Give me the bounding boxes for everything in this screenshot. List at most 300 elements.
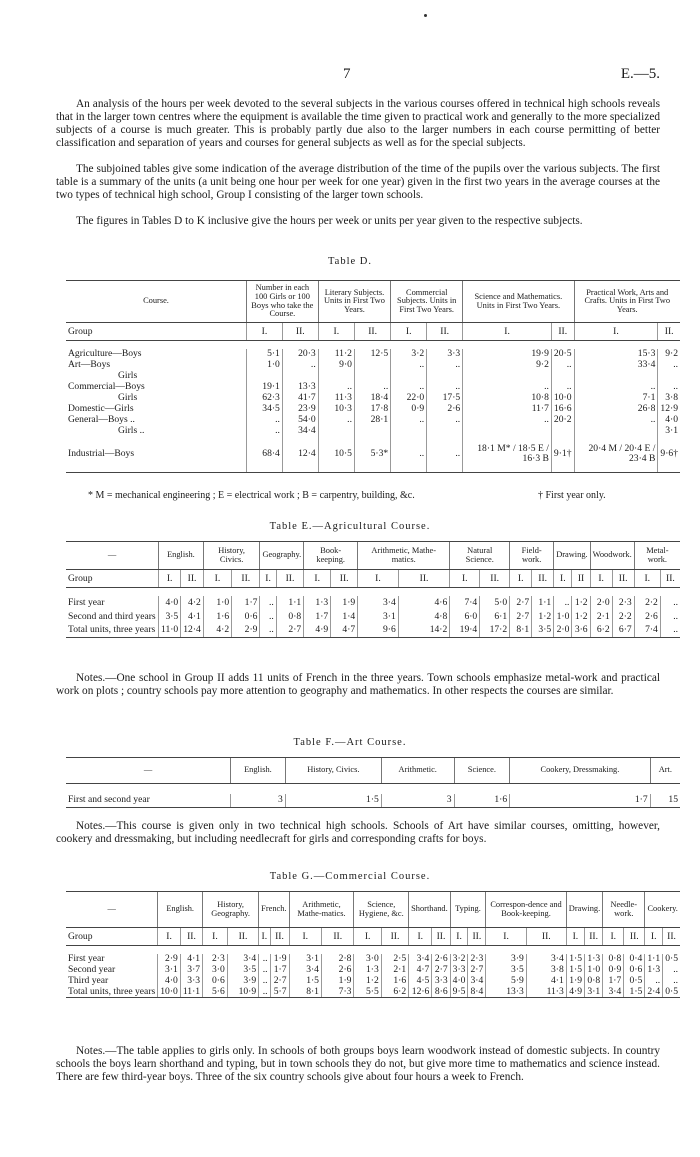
table-g-header: History, Geography. — [203, 892, 259, 928]
table-row — [66, 987, 680, 998]
table-cell: 10·0 — [551, 393, 574, 404]
table-cell: .. — [658, 360, 680, 371]
table-cell: .. — [660, 624, 680, 638]
table-cell: 19·9 — [463, 349, 552, 360]
group-column-label: I. — [289, 928, 321, 946]
table-e-group-row — [66, 570, 680, 588]
table-cell: 0·6 — [624, 965, 645, 976]
table-cell: 34·4 — [282, 426, 318, 437]
table-cell: 2·7 — [432, 965, 450, 976]
table-cell: 14·2 — [398, 624, 450, 638]
table-f-header: — — [66, 758, 231, 784]
table-cell: 1·9 — [331, 596, 358, 610]
table-cell: 4·9 — [304, 624, 331, 638]
group-column-label: I. — [358, 570, 399, 588]
table-cell: .. — [318, 382, 354, 393]
table-cell: 2·4 — [645, 987, 663, 998]
table-cell: 2·7 — [468, 965, 486, 976]
row-label: Commercial—Boys — [68, 381, 145, 392]
row-label: Art—Boys — [68, 359, 111, 370]
table-cell: 4·2 — [181, 596, 204, 610]
table-cell: 2·6 — [321, 965, 353, 976]
table-cell: 3·4 — [289, 965, 321, 976]
table-cell: .. — [259, 965, 270, 976]
table-cell: 19·1 — [247, 382, 283, 393]
table-cell: 1·7 — [232, 596, 260, 610]
table-cell: .. — [391, 360, 427, 371]
table-cell: .. — [260, 624, 276, 638]
group-column-label: II. — [663, 928, 680, 946]
table-cell: 20·4 M / 20·4 E / 23·4 B — [574, 437, 658, 473]
group-column-label: I. — [486, 928, 527, 946]
table-e-notes: Notes.—One school in Group II adds 11 units of French in the three years. Town schools emphasize metal-work and practical work on plots ; country schools pay more attention to geography and mathematics. In other respects the courses are similar. — [56, 672, 660, 697]
row-label: Girls — [118, 370, 138, 381]
table-cell: 4·7 — [409, 965, 432, 976]
table-cell: 23·9 — [282, 404, 318, 415]
row-label: Girls .. — [118, 425, 145, 436]
table-cell: 20·5 — [551, 349, 574, 360]
table-cell — [427, 426, 463, 437]
table-cell — [427, 371, 463, 382]
table-d-footnote: * M = mechanical engineering ; E = electrical work ; B = carpentry, building, &c. — [88, 490, 415, 501]
table-cell: 9·0 — [318, 360, 354, 371]
table-cell: 3·0 — [354, 954, 381, 965]
table-cell: 2·0 — [554, 624, 572, 638]
table-cell: 4·0 — [158, 976, 181, 987]
table-cell: .. — [427, 382, 463, 393]
table-cell: 1·3 — [585, 954, 603, 965]
table-cell: 54·0 — [282, 415, 318, 426]
group-column-label: II. — [381, 928, 408, 946]
table-cell: 1·0 — [203, 596, 231, 610]
table-cell: 18·1 M* / 18·5 E / 16·3 B — [463, 437, 552, 473]
table-cell: 3 — [381, 794, 454, 808]
group-column-label: II. — [612, 570, 634, 588]
table-g-header: Shorthand. — [409, 892, 451, 928]
group-column-label: I. — [634, 570, 660, 588]
table-cell: 3·6 — [572, 624, 590, 638]
table-cell: 2·7 — [276, 624, 303, 638]
table-cell: 1·7 — [304, 610, 331, 624]
table-cell: 1·5 — [285, 794, 381, 808]
table-cell: 33·4 — [574, 360, 658, 371]
table-e-title: Table E.—Agricultural Course. — [269, 521, 431, 532]
group-column-label: I. — [260, 570, 276, 588]
table-cell: 0·8 — [585, 976, 603, 987]
table-cell: 10·8 — [463, 393, 552, 404]
table-cell: 62·3 — [247, 393, 283, 404]
table-cell: 9·1† — [551, 437, 574, 473]
table-e-header: Field-work. — [510, 542, 554, 570]
row-label: First year — [68, 596, 105, 608]
table-cell: 11·0 — [159, 624, 181, 638]
table-cell: .. — [658, 382, 680, 393]
table-cell: 34·5 — [247, 404, 283, 415]
table-cell: 1·6 — [381, 976, 408, 987]
table-d-header: Number in each 100 Girls or 100 Boys who take the Course. — [247, 281, 319, 323]
table-cell: 0·5 — [624, 976, 645, 987]
table-cell — [551, 371, 574, 382]
table-cell: 3·1 — [585, 987, 603, 998]
table-f-notes: Notes.—This course is given only in two technical high schools. Schools of Art have similar courses, omitting, however, cookery and dressmaking, but including needlecraft for girls and corresponding crafts for boys. — [56, 820, 660, 845]
table-row — [66, 794, 680, 808]
group-column-label: II. — [276, 570, 303, 588]
table-cell: 8·1 — [510, 624, 532, 638]
table-cell: 3·2 — [391, 349, 427, 360]
group-column-label: I. — [450, 570, 480, 588]
table-g-header: English. — [158, 892, 203, 928]
table-f-header: Arithmetic. — [381, 758, 454, 784]
table-cell: 1·0 — [585, 965, 603, 976]
table-cell: 4·0 — [159, 596, 181, 610]
table-cell: 9·6 — [358, 624, 399, 638]
table-cell: .. — [282, 360, 318, 371]
group-column-label: II. — [180, 928, 202, 946]
table-cell: 12·4 — [181, 624, 204, 638]
table-cell: .. — [391, 382, 427, 393]
table-cell: 4·0 — [450, 976, 468, 987]
table-cell: 3·3 — [450, 965, 468, 976]
table-cell: 3·5 — [532, 624, 554, 638]
table-cell: 6·2 — [381, 987, 408, 998]
group-column-label: I. — [158, 928, 181, 946]
table-cell — [391, 426, 427, 437]
group-column-label: II. — [398, 570, 450, 588]
table-cell: 10·5 — [318, 437, 354, 473]
group-column-label: I. — [590, 570, 612, 588]
group-column-label: II. — [270, 928, 289, 946]
group-column-label: II. — [660, 570, 680, 588]
table-d-header: Practical Work, Arts and Crafts. Units in First Two Years. — [574, 281, 680, 323]
table-cell: 2·9 — [158, 954, 181, 965]
group-column-label: II. — [427, 323, 463, 341]
table-cell: 3·3 — [432, 976, 450, 987]
table-cell: 15·3 — [574, 349, 658, 360]
table-cell: 3·1 — [158, 965, 181, 976]
table-cell: 2·2 — [612, 610, 634, 624]
table-f-header: Art. — [650, 758, 680, 784]
row-label: Domestic—Girls — [68, 403, 134, 414]
group-label: Group — [66, 323, 247, 341]
intro-paragraph-2: The subjoined tables give some indication of the average distribution of the time of the pupils over the various subjects. The first table is a summary of the units (a unit being one hour per week for one year) given in the first two years in the average courses at the two types of technical high school, Group I consisting of the larger town schools. — [56, 163, 660, 201]
table-cell: 10·9 — [227, 987, 258, 998]
group-column-label: I. — [203, 928, 228, 946]
group-column-label: I. — [247, 323, 283, 341]
table-row — [66, 349, 680, 360]
table-cell: 2·3 — [612, 596, 634, 610]
group-column-label: I. — [554, 570, 572, 588]
table-cell: 0·4 — [624, 954, 645, 965]
table-cell: 4·6 — [398, 596, 450, 610]
table-cell: .. — [427, 437, 463, 473]
group-column-label: II. — [354, 323, 390, 341]
table-row — [66, 360, 680, 371]
table-cell: 3·4 — [526, 954, 566, 965]
table-cell: 3·8 — [658, 393, 680, 404]
table-cell: 3·9 — [227, 976, 258, 987]
table-cell: 22·0 — [391, 393, 427, 404]
table-e-header: Woodwork. — [590, 542, 634, 570]
table-cell: 2·7 — [510, 596, 532, 610]
group-column-label: I. — [203, 570, 231, 588]
table-f — [66, 757, 680, 808]
group-column-label: I. — [645, 928, 663, 946]
table-cell — [463, 426, 552, 437]
table-cell: .. — [259, 954, 270, 965]
table-cell: 1·3 — [354, 965, 381, 976]
table-cell: 1·0 — [554, 610, 572, 624]
row-label: Total units, three years — [66, 987, 158, 998]
table-cell: 1·5 — [566, 965, 584, 976]
table-cell: 1·9 — [270, 954, 289, 965]
table-d — [66, 280, 680, 473]
table-cell: 1·1 — [276, 596, 303, 610]
table-cell: .. — [463, 415, 552, 426]
group-column-label: I. — [566, 928, 584, 946]
group-column-label: I. — [450, 928, 468, 946]
table-cell: 17·2 — [480, 624, 510, 638]
table-cell: 1·7 — [510, 794, 651, 808]
table-g-header: Correspon-dence and Book-keeping. — [486, 892, 567, 928]
row-label: Agriculture—Boys — [68, 348, 142, 359]
table-cell: 5·1 — [247, 349, 283, 360]
table-cell: .. — [551, 382, 574, 393]
table-cell: .. — [463, 382, 552, 393]
table-f-header: Cookery, Dressmaking. — [510, 758, 651, 784]
group-column-label: II. — [232, 570, 260, 588]
table-g — [66, 891, 680, 998]
row-label: General—Boys .. — [68, 414, 135, 425]
table-g-header: Needle-work. — [603, 892, 645, 928]
table-cell: 3·4 — [603, 987, 624, 998]
table-cell: 0·6 — [203, 976, 228, 987]
table-cell: 9·2 — [658, 349, 680, 360]
table-cell: 3·1 — [658, 426, 680, 437]
table-d-header: Course. — [66, 281, 247, 323]
table-cell: 2·0 — [590, 596, 612, 610]
table-cell: 7·1 — [574, 393, 658, 404]
table-cell: 3·1 — [289, 954, 321, 965]
table-cell: .. — [554, 596, 572, 610]
table-cell: 3·4 — [468, 976, 486, 987]
table-cell — [463, 371, 552, 382]
page-number: 7 — [343, 66, 351, 82]
table-cell: 1·9 — [321, 976, 353, 987]
table-row — [66, 382, 680, 393]
group-column-label: I. — [391, 323, 427, 341]
table-cell: 0·9 — [603, 965, 624, 976]
table-cell: 3·8 — [526, 965, 566, 976]
table-cell: 1·5 — [624, 987, 645, 998]
table-row — [66, 976, 680, 987]
table-cell: 9·6† — [658, 437, 680, 473]
table-cell: .. — [391, 415, 427, 426]
group-column-label: I. — [304, 570, 331, 588]
group-column-label: I. — [574, 323, 658, 341]
table-f-header: Science. — [454, 758, 510, 784]
table-e-header: Natural Science. — [450, 542, 510, 570]
group-column-label: II. — [432, 928, 450, 946]
table-cell: 9·5 — [450, 987, 468, 998]
table-cell: 8·4 — [468, 987, 486, 998]
table-cell: 2·1 — [381, 965, 408, 976]
table-d-header: Commercial Subjects. Units in First Two Years. — [391, 281, 463, 323]
table-cell: 3·5 — [227, 965, 258, 976]
table-d-footnote-dagger: † First year only. — [538, 490, 606, 501]
table-cell: 0·8 — [603, 954, 624, 965]
group-column-label: II. — [624, 928, 645, 946]
group-column-label: II. — [331, 570, 358, 588]
table-cell — [354, 360, 390, 371]
table-cell — [354, 426, 390, 437]
spacer-row — [66, 784, 680, 794]
table-cell: 8·1 — [289, 987, 321, 998]
table-cell: 1·9 — [566, 976, 584, 987]
table-cell — [354, 371, 390, 382]
group-column-label: II. — [480, 570, 510, 588]
table-f-header: History, Civics. — [285, 758, 381, 784]
table-cell — [574, 426, 658, 437]
group-column-label: II. — [658, 323, 680, 341]
group-column-label: II. — [526, 928, 566, 946]
table-cell — [658, 371, 680, 382]
table-e-header: — — [66, 542, 159, 570]
table-row — [66, 415, 680, 426]
table-cell: 1·5 — [289, 976, 321, 987]
table-g-title: Table G.—Commercial Course. — [269, 871, 431, 882]
table-cell: .. — [260, 610, 276, 624]
table-cell: .. — [247, 415, 283, 426]
table-cell — [551, 426, 574, 437]
table-cell: 4·0 — [658, 415, 680, 426]
table-cell: 3·2 — [450, 954, 468, 965]
table-row — [66, 596, 680, 610]
table-row — [66, 965, 680, 976]
table-cell: 9·2 — [463, 360, 552, 371]
group-column-label: II. — [282, 323, 318, 341]
table-cell: 10·3 — [318, 404, 354, 415]
table-cell: 11·3 — [318, 393, 354, 404]
table-cell: 3·5 — [159, 610, 181, 624]
group-column-label: I. — [159, 570, 181, 588]
table-d-group-row — [66, 323, 680, 341]
table-cell: 13·3 — [282, 382, 318, 393]
table-cell: 2·2 — [634, 596, 660, 610]
table-cell: 0·6 — [232, 610, 260, 624]
group-column-label: II. — [532, 570, 554, 588]
table-cell: .. — [259, 987, 270, 998]
table-cell: 4·2 — [203, 624, 231, 638]
table-cell: 2·7 — [510, 610, 532, 624]
table-cell: 28·1 — [354, 415, 390, 426]
table-cell: 5·6 — [203, 987, 228, 998]
table-row — [66, 624, 680, 638]
row-label: Second and third years — [68, 610, 156, 622]
table-cell: 11·7 — [463, 404, 552, 415]
table-g-header: Arithmetic, Mathe-matics. — [289, 892, 354, 928]
row-label: Third year — [68, 975, 109, 986]
table-f-header: English. — [231, 758, 286, 784]
table-cell: 3·3 — [180, 976, 202, 987]
table-cell: 3·4 — [409, 954, 432, 965]
table-cell: 1·1 — [532, 596, 554, 610]
table-cell: 6·1 — [480, 610, 510, 624]
table-cell: .. — [354, 382, 390, 393]
table-cell: .. — [391, 437, 427, 473]
table-cell: 1·5 — [566, 954, 584, 965]
table-cell: 17·5 — [427, 393, 463, 404]
group-column-label: I. — [463, 323, 552, 341]
table-g-header: — — [66, 892, 158, 928]
table-cell: 1·2 — [354, 976, 381, 987]
group-column-label: II — [572, 570, 590, 588]
group-column-label: II. — [468, 928, 486, 946]
table-e-header: History, Civics. — [203, 542, 260, 570]
table-cell: .. — [551, 360, 574, 371]
table-d-header: Science and Mathematics. Units in First Two Years. — [463, 281, 574, 323]
table-cell: 15 — [650, 794, 680, 808]
group-column-label: II. — [551, 323, 574, 341]
table-row — [66, 371, 680, 382]
table-cell: 4·7 — [331, 624, 358, 638]
table-e-header: English. — [159, 542, 204, 570]
table-cell: 3·0 — [203, 965, 228, 976]
table-cell: 1·7 — [603, 976, 624, 987]
table-g-header: Drawing. — [566, 892, 602, 928]
table-e-header: Arithmetic, Mathe-matics. — [358, 542, 450, 570]
table-cell: 1·1 — [645, 954, 663, 965]
table-cell: 4·1 — [181, 610, 204, 624]
table-cell: 5·3* — [354, 437, 390, 473]
table-cell: 11·2 — [318, 349, 354, 360]
table-cell: 6·2 — [590, 624, 612, 638]
row-label: Girls — [118, 392, 138, 403]
table-cell — [318, 426, 354, 437]
row-label: First and second year — [66, 794, 231, 808]
table-cell — [318, 371, 354, 382]
table-g-group-row — [66, 928, 680, 946]
table-g-header: Typing. — [450, 892, 486, 928]
table-cell: 3·3 — [427, 349, 463, 360]
group-label: Group — [66, 570, 159, 588]
table-cell: 20·2 — [551, 415, 574, 426]
table-cell: 6·7 — [612, 624, 634, 638]
table-cell: 12·9 — [658, 404, 680, 415]
group-column-label: II. — [585, 928, 603, 946]
table-cell: .. — [645, 976, 663, 987]
table-cell: 11·3 — [526, 987, 566, 998]
table-row — [66, 426, 680, 437]
table-cell: 18·4 — [354, 393, 390, 404]
table-cell: 5·0 — [480, 596, 510, 610]
table-cell: .. — [660, 610, 680, 624]
table-cell: 8·6 — [432, 987, 450, 998]
table-cell: 0·5 — [663, 987, 680, 998]
table-cell: .. — [427, 360, 463, 371]
table-g-notes: Notes.—The table applies to girls only. In schools of both groups boys learn woodwork instead of domestic subjects. In country schools the boys learn shorthand and typing, but in town schools they do not, but give more time to mathematics and science instead. There are few third-year boys. Three of the six country schools give about four hours a week to French. — [56, 1045, 660, 1083]
table-cell: .. — [574, 415, 658, 426]
table-cell: 1·3 — [645, 965, 663, 976]
group-column-label: I. — [409, 928, 432, 946]
table-cell: 5·7 — [270, 987, 289, 998]
table-e — [66, 541, 680, 638]
table-cell: .. — [663, 965, 680, 976]
table-row — [66, 954, 680, 965]
table-cell: 6·0 — [450, 610, 480, 624]
table-cell: .. — [427, 415, 463, 426]
group-column-label: I. — [259, 928, 270, 946]
table-cell: 20·3 — [282, 349, 318, 360]
